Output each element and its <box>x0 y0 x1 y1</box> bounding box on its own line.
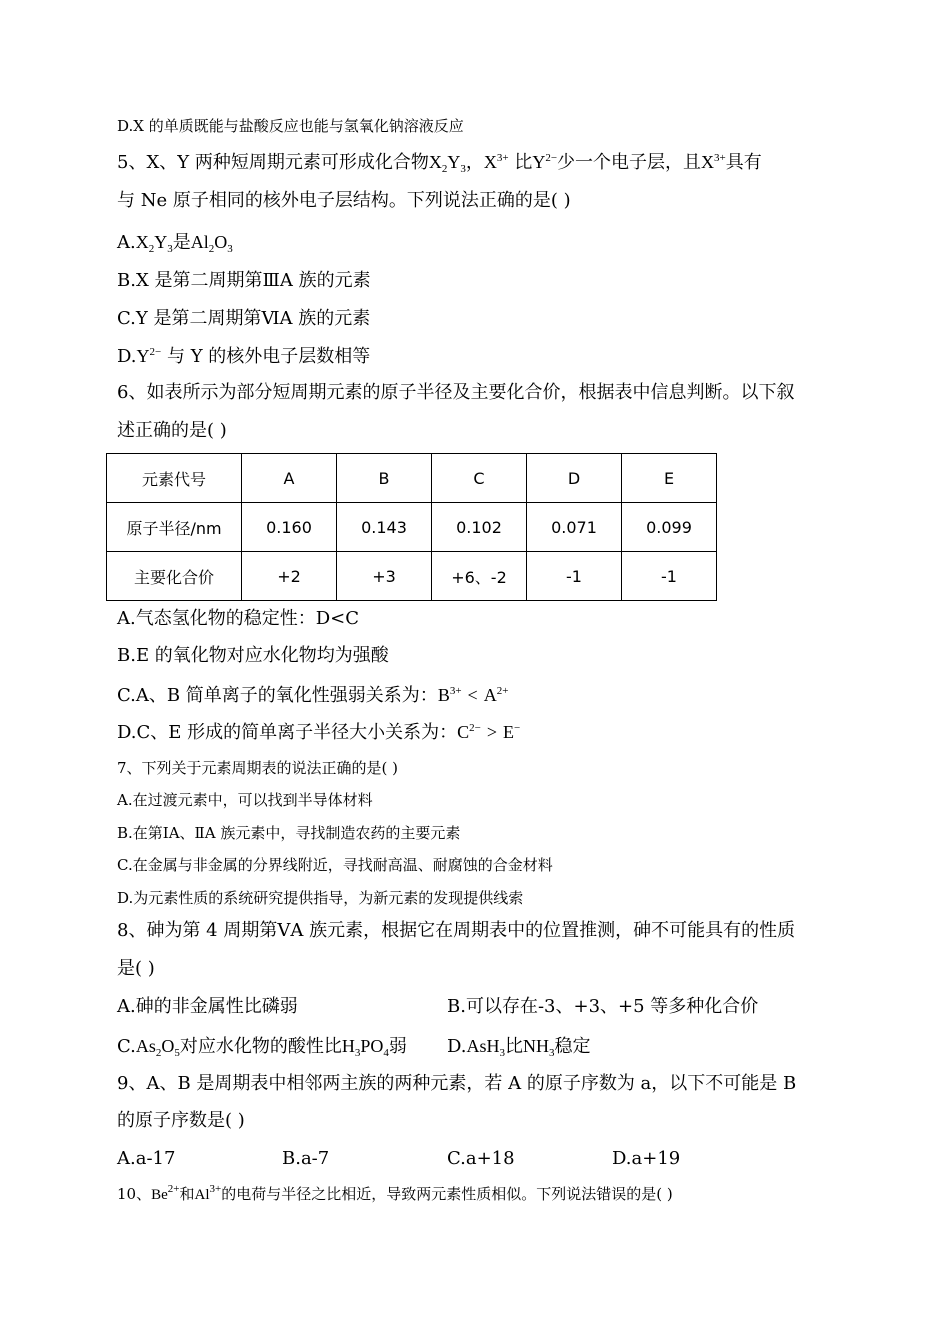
table-cell: -1 <box>527 552 622 601</box>
q5-formula-al2o3: $Al_2O_3$ <box>190 232 233 255</box>
q5-ion-x3plus-2: $X^{3+}$ <box>701 152 726 172</box>
table-cell: 0.102 <box>432 503 527 552</box>
table-header-cell: D <box>527 454 622 503</box>
q6-ion-eminus: E− <box>503 722 521 742</box>
table-cell: +2 <box>242 552 337 601</box>
q9-option-a: A.a-17 <box>117 1148 176 1169</box>
q8-formula-h3po4: $H_3PO_4$ <box>341 1036 389 1059</box>
q4-option-d: D.X 的单质既能与盐酸反应也能与氢氧化钠溶液反应 <box>117 117 464 135</box>
q5-ion-x3plus: $X^{3+}$ <box>483 152 509 172</box>
q8-formula-ash3: AsH$_3$ <box>466 1036 506 1059</box>
q6-option-b: B.E 的氧化物对应水化物均为强酸 <box>117 645 389 666</box>
q9-option-d: D.a+19 <box>612 1148 681 1169</box>
q5-formula-x2y3: $X_2Y_3$ <box>428 152 466 175</box>
q8-formula-as2o5: $As_2O_5$ <box>135 1036 180 1059</box>
q6-stem-line1: 6、如表所示为部分短周期元素的原子半径及主要化合价，根据表中信息判断。以下叙 <box>117 382 795 403</box>
table-cell: +3 <box>337 552 432 601</box>
q10-stem: 10、$Be^{2+}$和$Al^{3+}$的电荷与半径之比相近，导致两元素性质相似。下列说法错误的是( ) <box>117 1183 673 1203</box>
q10-ion-be2plus: $Be^{2+}$ <box>151 1183 180 1203</box>
q9-stem-line1: 9、A、B 是周期表中相邻两主族的两种元素，若 A 的原子序数为 a，以下不可能是 B <box>117 1073 797 1094</box>
q5-option-b: B.X 是第二周期第ⅢA 族的元素 <box>117 270 371 291</box>
q7-option-a: A.在过渡元素中，可以找到半导体材料 <box>117 791 373 809</box>
q7-option-c: C.在金属与非金属的分界线附近，寻找耐高温、耐腐蚀的合金材料 <box>117 856 553 874</box>
q5-stem-line1: 5、X、Y 两种短周期元素可形成化合物$X_2Y_3$，$X^{3+}$ 比$Y^{2-}$少一个电子层，且$X^{3+}$具有 <box>117 152 762 175</box>
q7-option-d: D.为元素性质的系统研究提供指导，为新元素的发现提供线索 <box>117 889 524 907</box>
q8-stem-line2: 是( ) <box>117 958 155 979</box>
table-cell: 0.160 <box>242 503 337 552</box>
q8-option-a: A.砷的非金属性比磷弱 <box>117 996 298 1017</box>
q9-option-b: B.a-7 <box>282 1148 330 1169</box>
q9-stem-line2: 的原子序数是( ) <box>117 1110 245 1131</box>
table-cell: 主要化合价 <box>107 552 242 601</box>
q8-formula-nh3: $NH_3$ <box>523 1036 555 1059</box>
q8-option-c: $C.As_2O_5$对应水化物的酸性比$H_3PO_4$弱 <box>117 1036 407 1059</box>
table-header-cell: 元素代号 <box>107 454 242 503</box>
table-cell: -1 <box>622 552 717 601</box>
q6-option-c: C.A、B 简单离子的氧化性强弱关系为：$B^{3+} < A^{2+}$ <box>117 685 509 706</box>
q8-option-d: D.AsH$_3$比$NH_3$稳定 <box>447 1036 591 1059</box>
q6-ion-c2minus: $C^{2-}$ <box>457 722 481 742</box>
q5-option-c: C.Y 是第二周期第ⅥA 族的元素 <box>117 308 371 329</box>
q9-option-c: C.a+18 <box>447 1148 515 1169</box>
q5-ion-y2minus: $Y^{2-}$ <box>532 152 558 172</box>
q10-ion-al3plus: $Al^{3+}$ <box>194 1183 222 1203</box>
table-cell: 原子半径/nm <box>107 503 242 552</box>
element-data-table <box>106 453 717 601</box>
q5-option-d: $D.Y^{2-}$ 与 Y 的核外电子层数相等 <box>117 346 371 367</box>
q5-option-a: $A.X_2Y_3$是$Al_2O_3$ <box>117 232 233 255</box>
q5-stem-line2: 与 Ne 原子相同的核外电子层结构。下列说法正确的是( ) <box>117 190 571 211</box>
table-cell: 0.099 <box>622 503 717 552</box>
q6-option-a: A.气态氢化物的稳定性：D<C <box>117 608 360 629</box>
q6-ion-b3plus: $B^{3+}$ <box>437 685 462 705</box>
table-row <box>107 552 717 601</box>
table-header-cell: C <box>432 454 527 503</box>
q8-option-b: B.可以存在-3、+3、+5 等多种化合价 <box>447 996 759 1017</box>
q6-ion-a2plus: $A^{2+}$ <box>483 685 509 705</box>
q8-stem-line1: 8、砷为第 4 周期第ⅤA 族元素，根据它在周期表中的位置推测，砷不可能具有的性质 <box>117 920 796 941</box>
q7-option-b: B.在第ⅠA、ⅡA 族元素中，寻找制造农药的主要元素 <box>117 824 461 842</box>
table-header-cell: E <box>622 454 717 503</box>
table-cell: 0.143 <box>337 503 432 552</box>
table-header-cell: A <box>242 454 337 503</box>
table-cell: 0.071 <box>527 503 622 552</box>
table-header-cell: B <box>337 454 432 503</box>
table-row <box>107 454 717 503</box>
q6-option-d: D.C、E 形成的简单离子半径大小关系为：$C^{2-} > E^-$ <box>117 722 521 743</box>
q6-stem-line2: 述正确的是( ) <box>117 420 227 441</box>
q7-stem: 7、下列关于元素周期表的说法正确的是( ) <box>117 759 399 777</box>
table-cell: +6、-2 <box>432 552 527 601</box>
table-row <box>107 503 717 552</box>
